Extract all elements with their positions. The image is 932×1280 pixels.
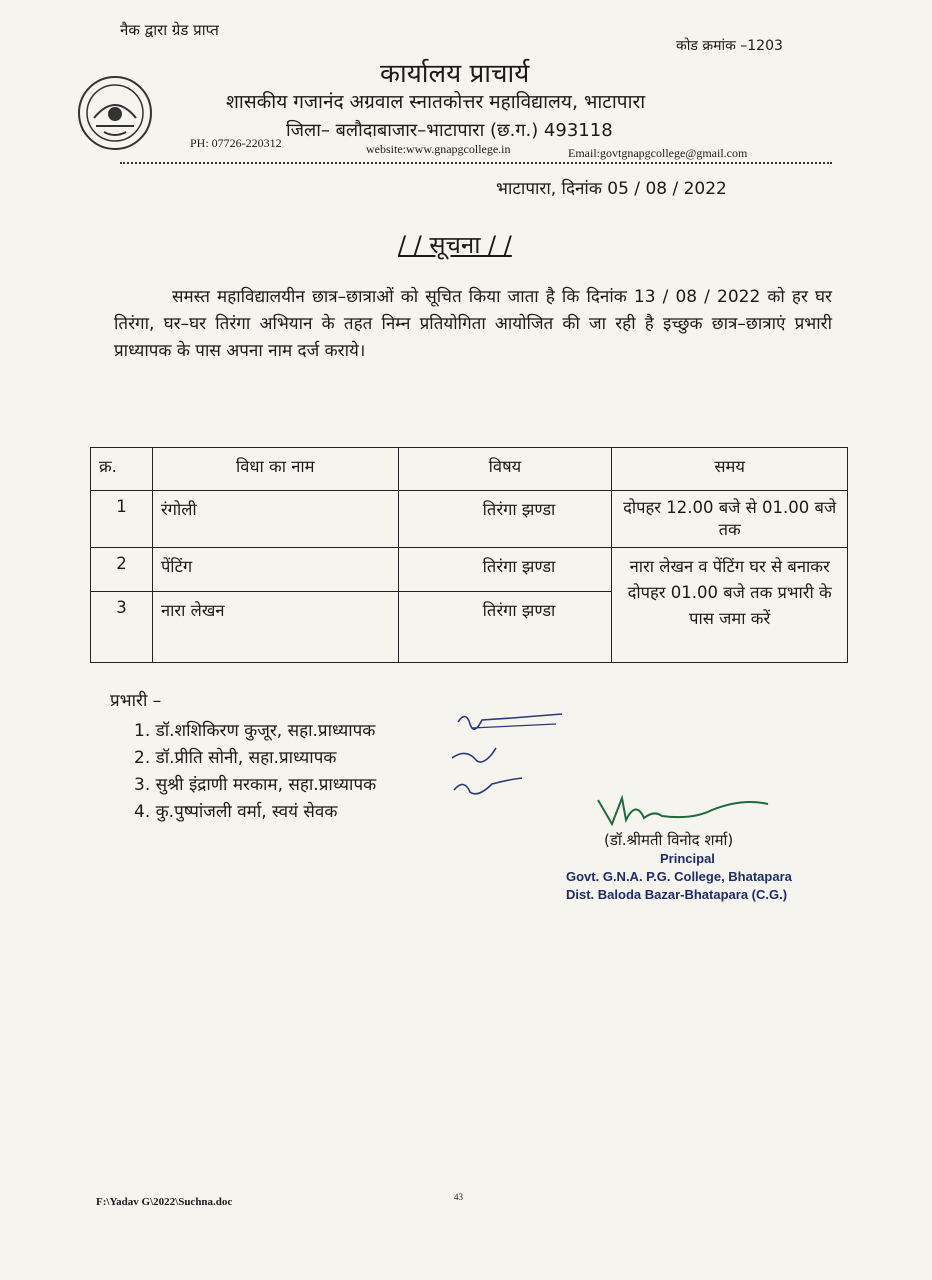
stamp-line-college: Govt. G.N.A. P.G. College, Bhatapara bbox=[566, 869, 792, 884]
website: website:www.gnapgcollege.in bbox=[366, 142, 511, 156]
notice-title: / / सूचना / / bbox=[398, 231, 512, 259]
col-header-subject: विषय bbox=[398, 448, 612, 491]
row-no: 1 bbox=[91, 491, 153, 548]
principal-name: (डॉ.श्रीमती विनोद शर्मा) bbox=[604, 831, 734, 849]
col-header-name: विधा का नाम bbox=[152, 448, 398, 491]
date-line: भाटापारा, दिनांक 05 / 08 / 2022 bbox=[496, 179, 727, 199]
incharge-signatures bbox=[452, 708, 572, 808]
row-name: रंगोली bbox=[152, 491, 398, 548]
list-item: 4. कु.पुष्पांजली वर्मा, स्वयं सेवक bbox=[134, 802, 338, 822]
principal-signature bbox=[592, 790, 776, 834]
row-subject: तिरंगा झण्डा bbox=[398, 592, 612, 663]
stamp-line-district: Dist. Baloda Bazar-Bhatapara (C.G.) bbox=[566, 887, 788, 902]
list-item: 3. सुश्री इंद्राणी मरकाम, सहा.प्राध्यापक bbox=[134, 775, 377, 795]
office-title: कार्यालय प्राचार्य bbox=[380, 59, 530, 89]
row-name: नारा लेखन bbox=[152, 592, 398, 663]
principal-stamp bbox=[566, 850, 792, 904]
row-name: पेंटिंग bbox=[152, 548, 398, 592]
row-time: दोपहर 12.00 बजे से 01.00 बजे तक bbox=[612, 491, 848, 548]
file-path: F:\Yadav G\2022\Suchna.doc bbox=[96, 1196, 233, 1208]
col-header-no: क्र. bbox=[91, 448, 153, 491]
col-header-time: समय bbox=[612, 448, 848, 491]
college-logo-icon bbox=[74, 74, 156, 152]
list-item: 2. डॉ.प्रीति सोनी, सहा.प्राध्यापक bbox=[134, 748, 337, 768]
stamp-title: Principal bbox=[660, 851, 715, 866]
table-row bbox=[91, 548, 848, 592]
phone-number: PH: 07726-220312 bbox=[190, 136, 282, 150]
competition-table bbox=[90, 447, 848, 663]
table-header-row bbox=[91, 448, 848, 491]
district-address: जिला– बलौदाबाजार–भाटापारा (छ.ग.) 493118 bbox=[286, 120, 613, 141]
email: Email:govtgnapgcollege@gmail.com bbox=[568, 146, 748, 160]
list-item: 1. डॉ.शशिकिरण कुजूर, सहा.प्राध्यापक bbox=[134, 721, 376, 741]
college-name: शासकीय गजानंद अग्रवाल स्नातकोत्तर महाविद्यालय, भाटापारा bbox=[226, 91, 646, 113]
row-no: 2 bbox=[91, 548, 153, 592]
row-subject: तिरंगा झण्डा bbox=[398, 491, 612, 548]
incharge-heading: प्रभारी – bbox=[110, 691, 162, 711]
incharge-list bbox=[134, 718, 376, 826]
header-divider bbox=[120, 162, 832, 164]
row-no: 3 bbox=[91, 592, 153, 663]
naac-grade-note: नैक द्वारा ग्रेड प्राप्त bbox=[120, 21, 219, 39]
page-number: 43 bbox=[454, 1192, 463, 1202]
row-subject: तिरंगा झण्डा bbox=[398, 548, 612, 592]
notice-body: समस्त महाविद्यालयीन छात्र–छात्राओं को सूचित किया जाता है कि दिनांक 13 / 08 / 2022 को हर घर तिरंगा, घर–घर तिरंगा अभियान के तहत निम्न प्रतियोगिता आयोजित की जा रही है इच्छुक छात्र–छात्राएं प्रभारी प्राध्यापक के पास अपना नाम दर्ज कराये। bbox=[114, 287, 832, 361]
table-row bbox=[91, 491, 848, 548]
merged-time-cell: नारा लेखन व पेंटिंग घर से बनाकर दोपहर 01.00 बजे तक प्रभारी के पास जमा करें bbox=[612, 548, 848, 663]
college-code: कोड क्रमांक –1203 bbox=[676, 38, 783, 54]
